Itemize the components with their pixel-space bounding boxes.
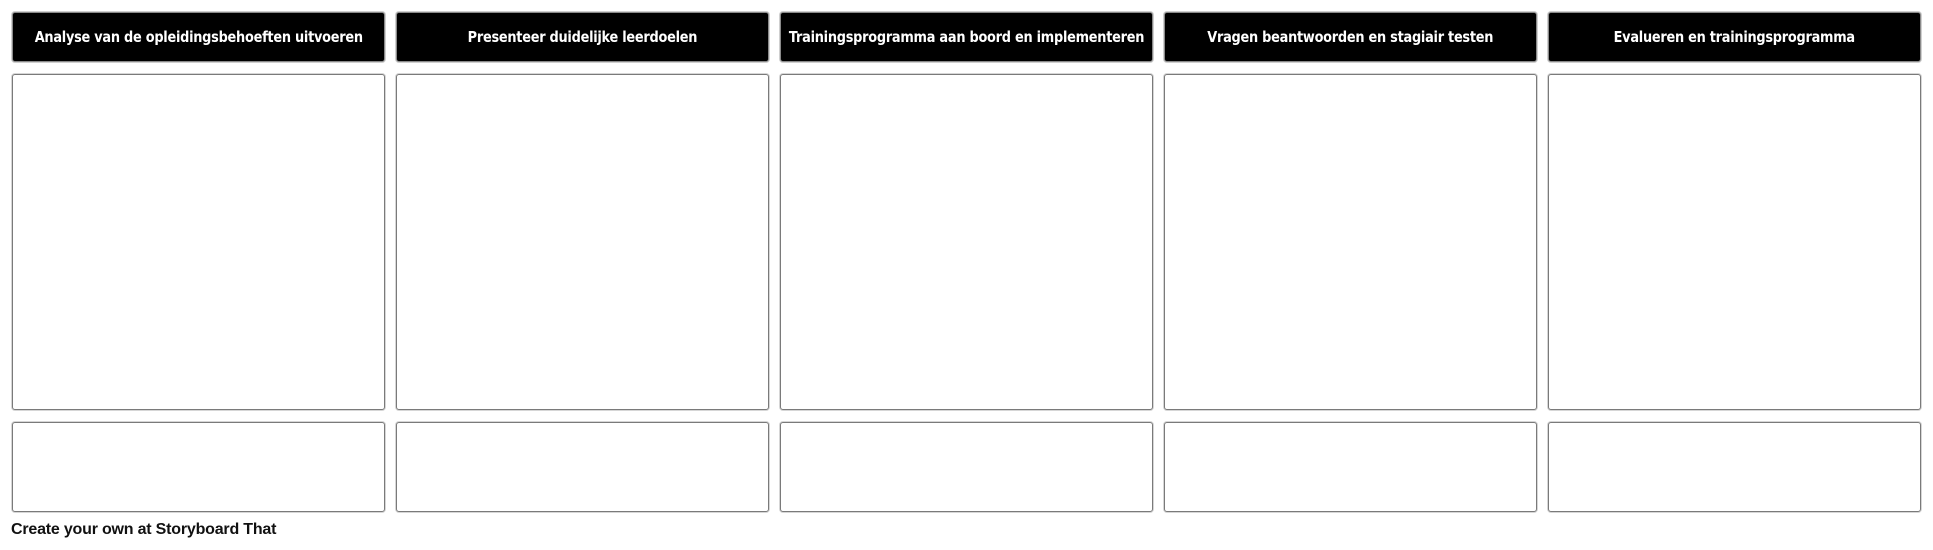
column-title: Evalueren en trainingsprogramma [1613,28,1856,46]
column-title: Vragen beantwoorden en stagiair testen [1207,28,1494,46]
footer-credit: Create your own at Storyboard That [11,521,277,538]
scene-cell[interactable] [1164,74,1537,410]
column-header [1164,12,1537,62]
caption-cell[interactable] [1548,422,1921,512]
scene-cell[interactable] [12,74,385,410]
caption-cell[interactable] [396,422,769,512]
column-title: Trainingsprogramma aan boord en implementeren [788,28,1145,46]
scene-cell[interactable] [396,74,769,410]
column-header [780,12,1153,62]
caption-cell[interactable] [12,422,385,512]
scene-cell[interactable] [1548,74,1921,410]
column-header [1548,12,1921,62]
column-title: Analyse van de opleidingsbehoeften uitvoeren [34,28,363,46]
caption-cell[interactable] [1164,422,1537,512]
column-header [12,12,385,62]
column-header [396,12,769,62]
caption-cell[interactable] [780,422,1153,512]
column-title: Presenteer duidelijke leerdoelen [467,28,698,46]
scene-cell[interactable] [780,74,1153,410]
